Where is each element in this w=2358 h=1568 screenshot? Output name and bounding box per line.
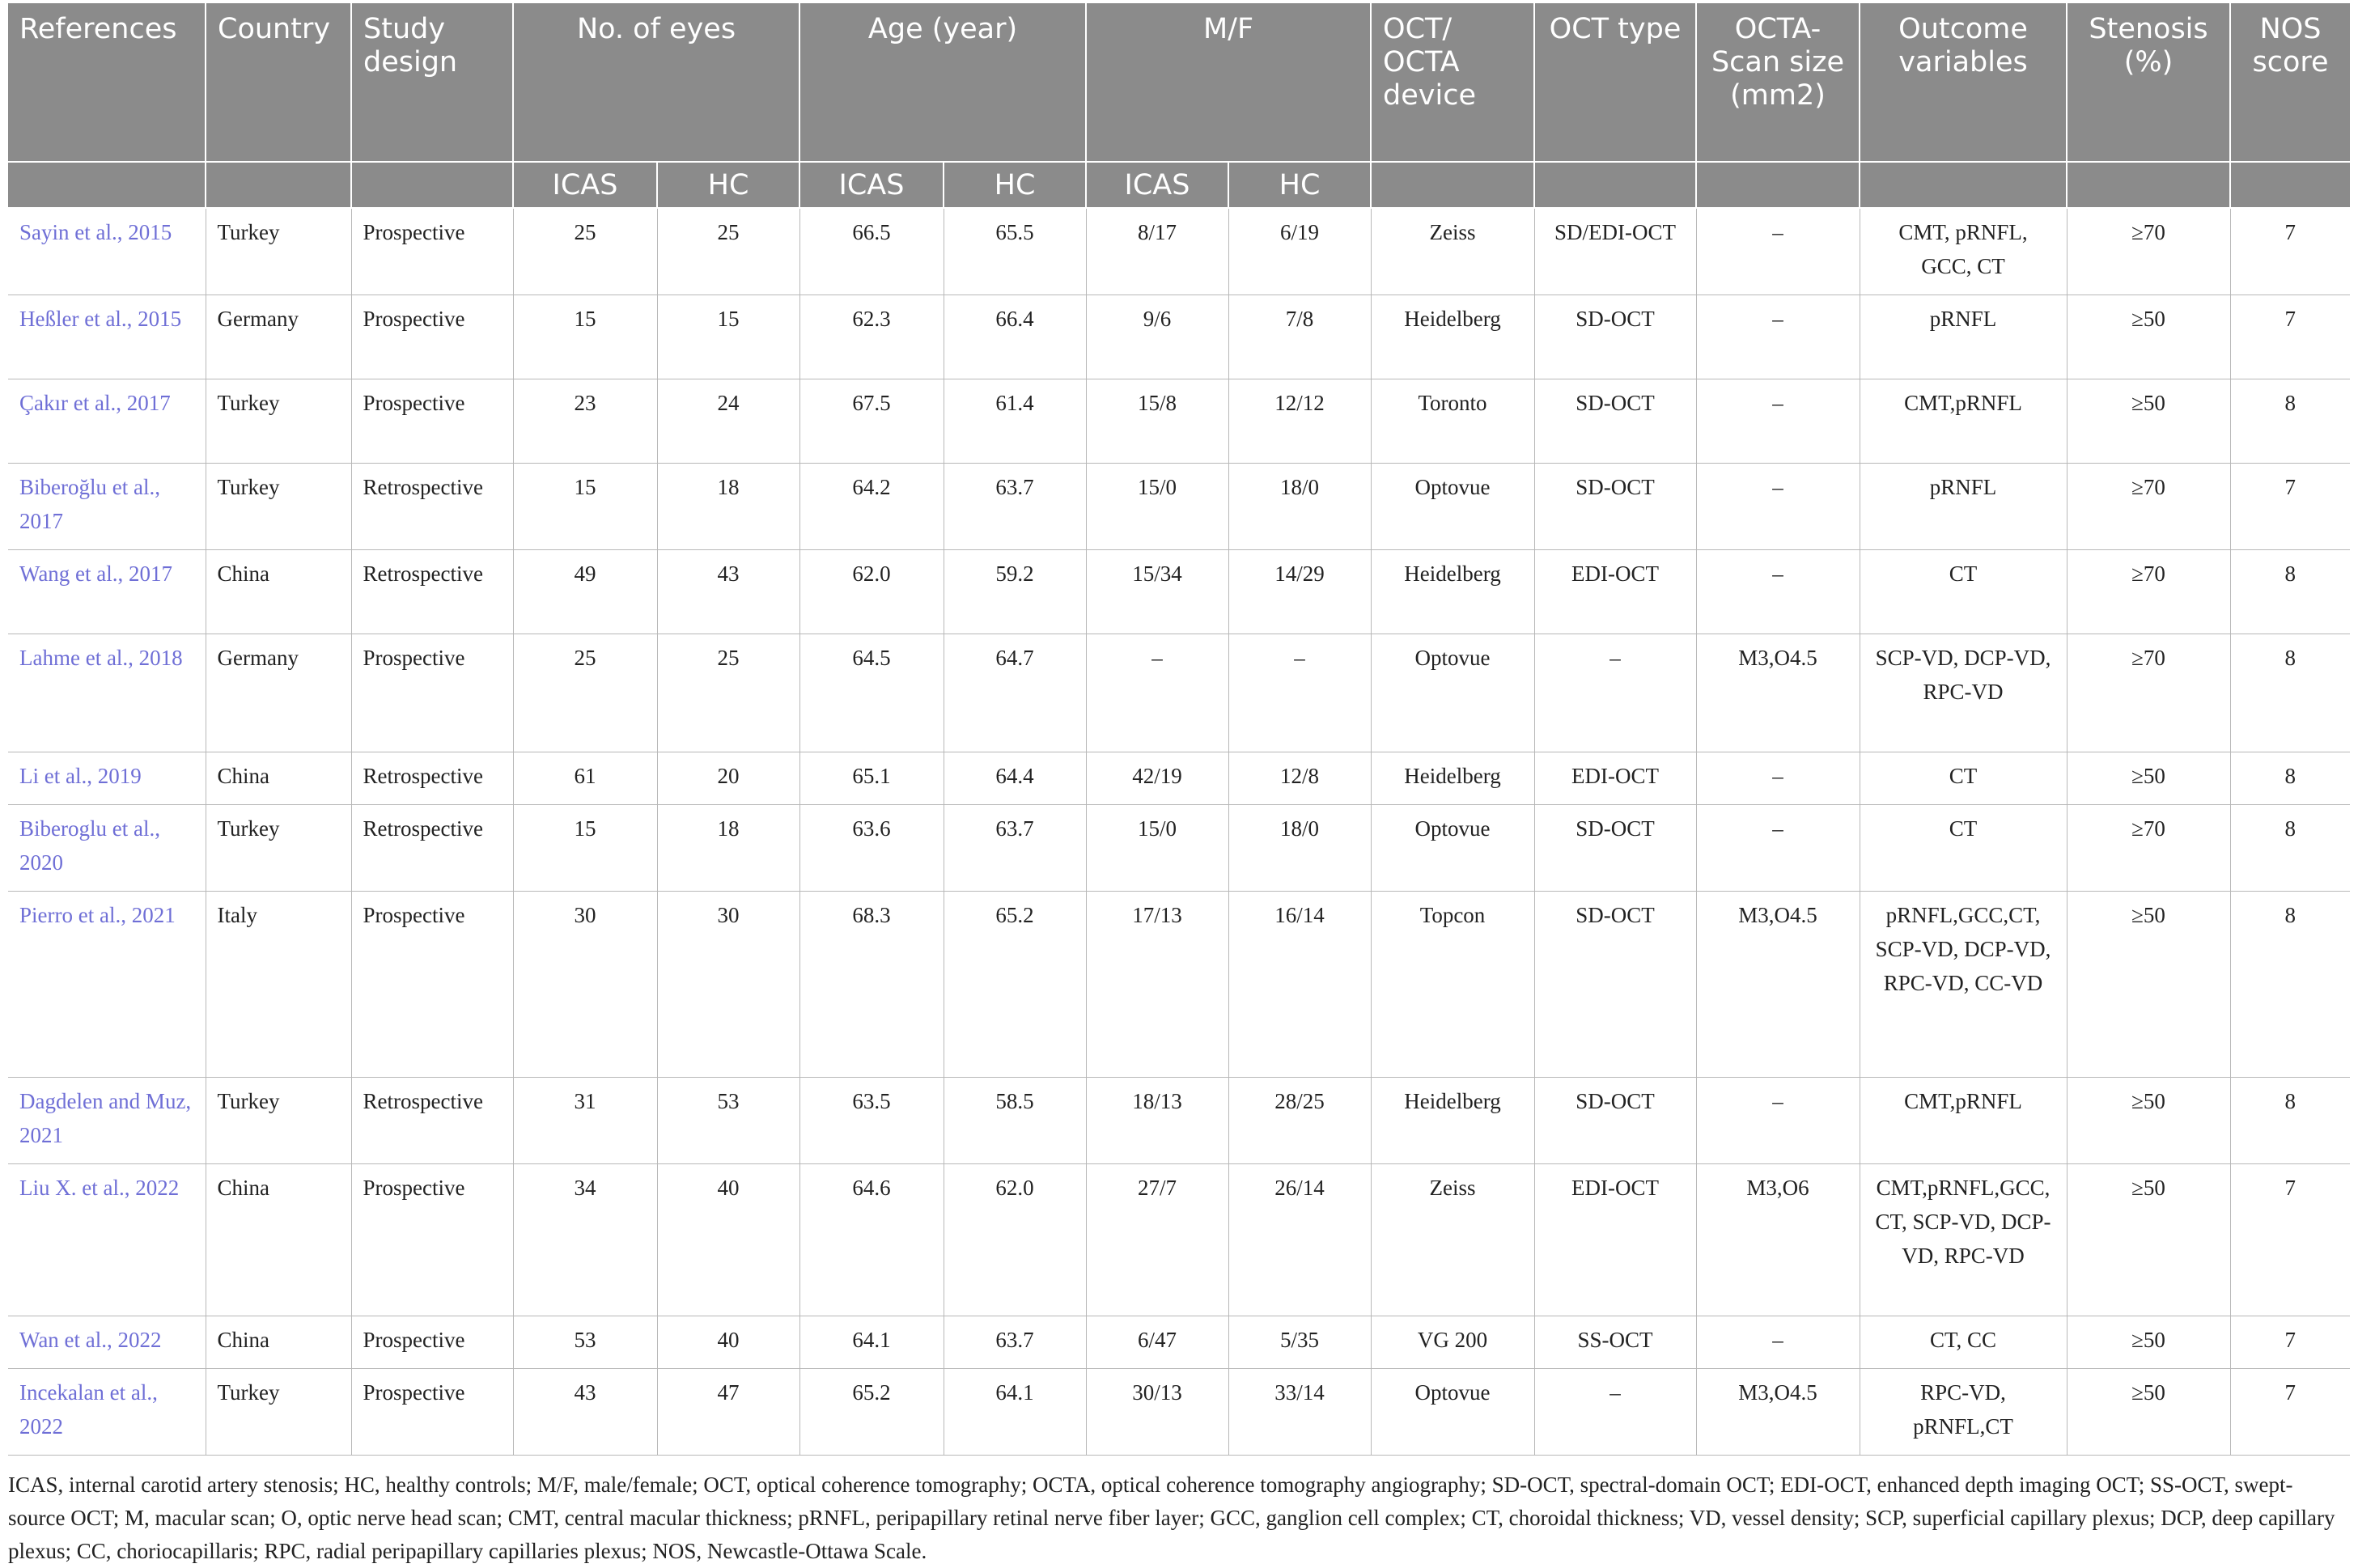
cell-mf-icas: 15/8: [1086, 379, 1228, 464]
cell-eyes-hc: 24: [657, 379, 799, 464]
cell-mf-icas: 30/13: [1086, 1369, 1228, 1456]
cell-outcome: pRNFL,GCC,CT, SCP-VD, DCP-VD, RPC-VD, CC-VD: [1860, 892, 2067, 1078]
cell-nos: 8: [2230, 550, 2350, 634]
cell-design: Retrospective: [351, 805, 513, 892]
table-body: [8, 208, 2350, 1456]
cell-age-hc: 63.7: [944, 805, 1086, 892]
cell-eyes-icas: 23: [513, 379, 657, 464]
cell-scan: –: [1696, 550, 1860, 634]
table-row: [8, 805, 2350, 892]
cell-device: Topcon: [1371, 892, 1534, 1078]
cell-eyes-hc: 47: [657, 1369, 799, 1456]
cell-mf-icas: 27/7: [1086, 1164, 1228, 1316]
reference-link[interactable]: Çakır et al., 2017: [8, 379, 206, 464]
reference-link[interactable]: Lahme et al., 2018: [8, 634, 206, 752]
cell-eyes-hc: 43: [657, 550, 799, 634]
cell-outcome: RPC-VD, pRNFL,CT: [1860, 1369, 2067, 1456]
header-device: OCT/ OCTA device: [1371, 3, 1534, 162]
header-stenosis: Stenosis (%): [2067, 3, 2230, 162]
cell-eyes-hc: 30: [657, 892, 799, 1078]
cell-mf-icas: 18/13: [1086, 1078, 1228, 1164]
header-blank: [2067, 162, 2230, 208]
cell-age-hc: 64.1: [944, 1369, 1086, 1456]
reference-link[interactable]: Li et al., 2019: [8, 752, 206, 805]
cell-device: Optovue: [1371, 1369, 1534, 1456]
cell-design: Prospective: [351, 1164, 513, 1316]
cell-scan: –: [1696, 464, 1860, 550]
header-row-1: [8, 3, 2350, 162]
header-blank: [1860, 162, 2067, 208]
reference-link[interactable]: Sayin et al., 2015: [8, 208, 206, 295]
cell-eyes-hc: 40: [657, 1164, 799, 1316]
header-blank: [1371, 162, 1534, 208]
reference-link[interactable]: Wang et al., 2017: [8, 550, 206, 634]
cell-mf-icas: 15/34: [1086, 550, 1228, 634]
cell-design: Retrospective: [351, 464, 513, 550]
cell-mf-hc: 28/25: [1228, 1078, 1371, 1164]
cell-mf-icas: 15/0: [1086, 464, 1228, 550]
header-country: Country: [206, 3, 351, 162]
cell-country: Turkey: [206, 1078, 351, 1164]
cell-mf-icas: 17/13: [1086, 892, 1228, 1078]
cell-age-icas: 63.6: [799, 805, 944, 892]
cell-outcome: CT: [1860, 752, 2067, 805]
cell-mf-hc: 12/12: [1228, 379, 1371, 464]
cell-mf-hc: 6/19: [1228, 208, 1371, 295]
cell-stenosis: ≥70: [2067, 805, 2230, 892]
cell-oct-type: SS-OCT: [1534, 1316, 1696, 1369]
cell-nos: 8: [2230, 805, 2350, 892]
table-header: [8, 3, 2350, 208]
header-age: Age (year): [799, 3, 1086, 162]
cell-eyes-icas: 49: [513, 550, 657, 634]
cell-age-hc: 64.4: [944, 752, 1086, 805]
cell-oct-type: –: [1534, 634, 1696, 752]
cell-oct-type: SD-OCT: [1534, 1078, 1696, 1164]
cell-stenosis: ≥70: [2067, 550, 2230, 634]
cell-scan: –: [1696, 379, 1860, 464]
cell-scan: M3,O4.5: [1696, 1369, 1860, 1456]
cell-stenosis: ≥70: [2067, 634, 2230, 752]
header-no-of-eyes: No. of eyes: [513, 3, 799, 162]
cell-country: Turkey: [206, 208, 351, 295]
table-row: [8, 550, 2350, 634]
reference-link[interactable]: Pierro et al., 2021: [8, 892, 206, 1078]
cell-country: China: [206, 752, 351, 805]
cell-device: Optovue: [1371, 464, 1534, 550]
cell-mf-icas: 42/19: [1086, 752, 1228, 805]
cell-age-icas: 64.1: [799, 1316, 944, 1369]
cell-country: Italy: [206, 892, 351, 1078]
cell-nos: 7: [2230, 208, 2350, 295]
cell-outcome: pRNFL: [1860, 464, 2067, 550]
table-row: [8, 464, 2350, 550]
cell-design: Prospective: [351, 379, 513, 464]
cell-scan: –: [1696, 752, 1860, 805]
cell-age-hc: 58.5: [944, 1078, 1086, 1164]
cell-stenosis: ≥70: [2067, 208, 2230, 295]
cell-mf-icas: 6/47: [1086, 1316, 1228, 1369]
table-row: [8, 379, 2350, 464]
cell-mf-icas: 8/17: [1086, 208, 1228, 295]
cell-scan: M3,O4.5: [1696, 892, 1860, 1078]
cell-scan: –: [1696, 1078, 1860, 1164]
cell-stenosis: ≥50: [2067, 752, 2230, 805]
cell-eyes-icas: 15: [513, 805, 657, 892]
cell-eyes-icas: 25: [513, 634, 657, 752]
cell-design: Prospective: [351, 634, 513, 752]
cell-oct-type: SD-OCT: [1534, 295, 1696, 379]
reference-link[interactable]: Biberoğlu et al., 2017: [8, 464, 206, 550]
cell-mf-hc: 7/8: [1228, 295, 1371, 379]
cell-nos: 7: [2230, 1164, 2350, 1316]
cell-age-hc: 66.4: [944, 295, 1086, 379]
cell-nos: 7: [2230, 295, 2350, 379]
cell-age-icas: 68.3: [799, 892, 944, 1078]
cell-age-icas: 65.2: [799, 1369, 944, 1456]
header-age-icas: ICAS: [799, 162, 944, 208]
study-characteristics-table: [8, 3, 2350, 1456]
table-row: [8, 892, 2350, 1078]
cell-design: Prospective: [351, 1369, 513, 1456]
cell-age-hc: 61.4: [944, 379, 1086, 464]
cell-eyes-hc: 40: [657, 1316, 799, 1369]
cell-oct-type: EDI-OCT: [1534, 752, 1696, 805]
cell-scan: –: [1696, 1316, 1860, 1369]
cell-outcome: CT: [1860, 805, 2067, 892]
cell-age-hc: 59.2: [944, 550, 1086, 634]
cell-device: Heidelberg: [1371, 752, 1534, 805]
cell-country: Germany: [206, 295, 351, 379]
table-row: [8, 1369, 2350, 1456]
cell-scan: –: [1696, 208, 1860, 295]
cell-eyes-icas: 31: [513, 1078, 657, 1164]
cell-design: Prospective: [351, 295, 513, 379]
reference-link[interactable]: Wan et al., 2022: [8, 1316, 206, 1369]
cell-oct-type: EDI-OCT: [1534, 1164, 1696, 1316]
reference-link[interactable]: Heßler et al., 2015: [8, 295, 206, 379]
reference-link[interactable]: Liu X. et al., 2022: [8, 1164, 206, 1316]
header-scan-size: OCTA- Scan size (mm2): [1696, 3, 1860, 162]
cell-eyes-icas: 43: [513, 1369, 657, 1456]
cell-age-icas: 64.6: [799, 1164, 944, 1316]
cell-device: Heidelberg: [1371, 295, 1534, 379]
cell-mf-hc: 33/14: [1228, 1369, 1371, 1456]
header-oct-type: OCT type: [1534, 3, 1696, 162]
cell-country: Turkey: [206, 1369, 351, 1456]
cell-age-hc: 63.7: [944, 464, 1086, 550]
table-row: [8, 1316, 2350, 1369]
cell-device: Heidelberg: [1371, 1078, 1534, 1164]
table-row: [8, 752, 2350, 805]
cell-eyes-hc: 53: [657, 1078, 799, 1164]
reference-link[interactable]: Biberoglu et al., 2020: [8, 805, 206, 892]
header-row-2: [8, 162, 2350, 208]
cell-nos: 8: [2230, 379, 2350, 464]
cell-stenosis: ≥50: [2067, 892, 2230, 1078]
cell-mf-hc: 26/14: [1228, 1164, 1371, 1316]
cell-device: Zeiss: [1371, 1164, 1534, 1316]
cell-outcome: CMT, pRNFL, GCC, CT: [1860, 208, 2067, 295]
table-row: [8, 1164, 2350, 1316]
cell-outcome: CT, CC: [1860, 1316, 2067, 1369]
cell-country: China: [206, 550, 351, 634]
header-blank: [1534, 162, 1696, 208]
cell-eyes-icas: 34: [513, 1164, 657, 1316]
header-eyes-hc: HC: [657, 162, 799, 208]
cell-mf-icas: 9/6: [1086, 295, 1228, 379]
cell-stenosis: ≥70: [2067, 464, 2230, 550]
cell-eyes-icas: 30: [513, 892, 657, 1078]
cell-age-icas: 62.0: [799, 550, 944, 634]
table-row: [8, 1078, 2350, 1164]
table-row: [8, 208, 2350, 295]
cell-device: VG 200: [1371, 1316, 1534, 1369]
cell-design: Retrospective: [351, 550, 513, 634]
cell-mf-hc: 14/29: [1228, 550, 1371, 634]
cell-device: Toronto: [1371, 379, 1534, 464]
cell-age-icas: 64.5: [799, 634, 944, 752]
cell-device: Heidelberg: [1371, 550, 1534, 634]
cell-nos: 8: [2230, 752, 2350, 805]
table-row: [8, 295, 2350, 379]
cell-outcome: CMT,pRNFL: [1860, 1078, 2067, 1164]
header-age-hc: HC: [944, 162, 1086, 208]
cell-mf-hc: 12/8: [1228, 752, 1371, 805]
cell-oct-type: SD-OCT: [1534, 464, 1696, 550]
cell-nos: 8: [2230, 892, 2350, 1078]
cell-oct-type: –: [1534, 1369, 1696, 1456]
cell-country: Turkey: [206, 464, 351, 550]
cell-scan: M3,O4.5: [1696, 634, 1860, 752]
cell-scan: –: [1696, 805, 1860, 892]
cell-device: Optovue: [1371, 805, 1534, 892]
cell-age-hc: 65.5: [944, 208, 1086, 295]
cell-device: Optovue: [1371, 634, 1534, 752]
cell-device: Zeiss: [1371, 208, 1534, 295]
cell-country: Germany: [206, 634, 351, 752]
reference-link[interactable]: Incekalan et al., 2022: [8, 1369, 206, 1456]
header-blank: [206, 162, 351, 208]
cell-stenosis: ≥50: [2067, 1164, 2230, 1316]
cell-age-icas: 62.3: [799, 295, 944, 379]
cell-eyes-hc: 18: [657, 805, 799, 892]
reference-link[interactable]: Dagdelen and Muz, 2021: [8, 1078, 206, 1164]
header-eyes-icas: ICAS: [513, 162, 657, 208]
cell-eyes-icas: 15: [513, 464, 657, 550]
header-references: References: [8, 3, 206, 162]
cell-nos: 8: [2230, 634, 2350, 752]
cell-design: Retrospective: [351, 1078, 513, 1164]
cell-scan: –: [1696, 295, 1860, 379]
cell-age-icas: 67.5: [799, 379, 944, 464]
table-row: [8, 634, 2350, 752]
cell-country: Turkey: [206, 805, 351, 892]
cell-age-icas: 64.2: [799, 464, 944, 550]
cell-mf-hc: –: [1228, 634, 1371, 752]
cell-eyes-icas: 25: [513, 208, 657, 295]
cell-design: Prospective: [351, 1316, 513, 1369]
cell-mf-hc: 5/35: [1228, 1316, 1371, 1369]
cell-outcome: CMT,pRNFL: [1860, 379, 2067, 464]
cell-oct-type: SD-OCT: [1534, 805, 1696, 892]
header-study-design: Study design: [351, 3, 513, 162]
cell-stenosis: ≥50: [2067, 379, 2230, 464]
cell-outcome: CT: [1860, 550, 2067, 634]
cell-design: Retrospective: [351, 752, 513, 805]
cell-age-hc: 64.7: [944, 634, 1086, 752]
header-mf-icas: ICAS: [1086, 162, 1228, 208]
cell-eyes-hc: 18: [657, 464, 799, 550]
cell-nos: 8: [2230, 1078, 2350, 1164]
cell-oct-type: SD-OCT: [1534, 892, 1696, 1078]
header-nos: NOS score: [2230, 3, 2350, 162]
cell-outcome: pRNFL: [1860, 295, 2067, 379]
header-blank: [1696, 162, 1860, 208]
cell-outcome: CMT,pRNFL,GCC, CT, SCP-VD, DCP-VD, RPC-VD: [1860, 1164, 2067, 1316]
study-characteristics-table-figure: [8, 3, 2350, 1568]
cell-mf-hc: 18/0: [1228, 805, 1371, 892]
cell-stenosis: ≥50: [2067, 295, 2230, 379]
cell-stenosis: ≥50: [2067, 1316, 2230, 1369]
header-blank: [351, 162, 513, 208]
cell-outcome: SCP-VD, DCP-VD, RPC-VD: [1860, 634, 2067, 752]
cell-design: Prospective: [351, 892, 513, 1078]
cell-oct-type: EDI-OCT: [1534, 550, 1696, 634]
cell-stenosis: ≥50: [2067, 1078, 2230, 1164]
cell-nos: 7: [2230, 464, 2350, 550]
cell-country: Turkey: [206, 379, 351, 464]
cell-eyes-icas: 15: [513, 295, 657, 379]
header-blank: [2230, 162, 2350, 208]
cell-oct-type: SD/EDI-OCT: [1534, 208, 1696, 295]
cell-nos: 7: [2230, 1369, 2350, 1456]
cell-eyes-icas: 53: [513, 1316, 657, 1369]
cell-scan: M3,O6: [1696, 1164, 1860, 1316]
cell-oct-type: SD-OCT: [1534, 379, 1696, 464]
cell-nos: 7: [2230, 1316, 2350, 1369]
cell-mf-icas: –: [1086, 634, 1228, 752]
cell-age-icas: 65.1: [799, 752, 944, 805]
header-outcome: Outcome variables: [1860, 3, 2067, 162]
cell-age-hc: 62.0: [944, 1164, 1086, 1316]
cell-mf-hc: 16/14: [1228, 892, 1371, 1078]
cell-eyes-hc: 15: [657, 295, 799, 379]
cell-age-hc: 63.7: [944, 1316, 1086, 1369]
header-blank: [8, 162, 206, 208]
cell-design: Prospective: [351, 208, 513, 295]
cell-eyes-icas: 61: [513, 752, 657, 805]
cell-country: China: [206, 1316, 351, 1369]
cell-eyes-hc: 20: [657, 752, 799, 805]
header-mf-hc: HC: [1228, 162, 1371, 208]
cell-mf-icas: 15/0: [1086, 805, 1228, 892]
cell-country: China: [206, 1164, 351, 1316]
cell-stenosis: ≥50: [2067, 1369, 2230, 1456]
cell-mf-hc: 18/0: [1228, 464, 1371, 550]
cell-eyes-hc: 25: [657, 634, 799, 752]
cell-age-icas: 63.5: [799, 1078, 944, 1164]
cell-age-hc: 65.2: [944, 892, 1086, 1078]
header-mf: M/F: [1086, 3, 1371, 162]
cell-age-icas: 66.5: [799, 208, 944, 295]
table-footnote: ICAS, internal carotid artery stenosis; HC, healthy controls; M/F, male/female; OCT, optical coherence tomography; OCTA, optical coherence tomography angiography; SD-OCT, spectral-domain OCT; EDI-OCT, enhanced depth imaging OCT; SS-OCT, swept-source OCT; M, macular scan; O, optic nerve head scan; CMT, central macular thickness; pRNFL, peripapillary retinal nerve fiber layer; GCC, ganglion cell complex; CT, choroidal thickness; VD, vessel density; SCP, superficial capillary plexus; DCP, deep capillary plexus; CC, choriocapillaris; RPC, radial peripapillary capillaries plexus; NOS, Newcastle-Ottawa Scale.: [8, 1473, 2335, 1563]
cell-eyes-hc: 25: [657, 208, 799, 295]
